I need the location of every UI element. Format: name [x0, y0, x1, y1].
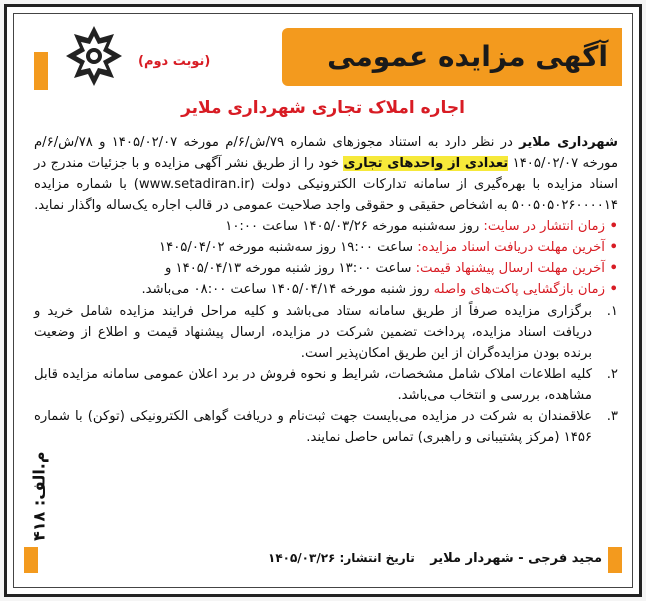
notice-body — [34, 132, 618, 448]
schedule-label: زمان انتشار در سایت: — [483, 219, 605, 234]
notice-frame — [4, 4, 642, 597]
schedule-label: آخرین مهلت دریافت اسناد مزایده: — [417, 240, 605, 255]
intro-text-1: در نظر دارد به استناد مجوزهای شماره ۷۹/ش/۶/م مورخه ۱۴۰۵/۰۲/۰۷ و ۷۸/ش/۶/م مورخه ۱۴۰۵/۰۲/۰۷ — [34, 135, 619, 171]
schedule-item: • زمان انتشار در سایت: روز سه‌شنبه مورخه ۱۴۰۵/۰۳/۲۶ ساعت ۱۰:۰۰ — [225, 219, 618, 234]
publication-date: تاریخ انتشار: ۱۴۰۵/۰۳/۲۶ — [268, 551, 415, 565]
signer-name: مجید فرجی - شهردار ملایر — [430, 551, 602, 566]
list-item-text: کلیه اطلاعات املاک شامل مشخصات، شرایط و نحوه فروش در برد اعلان عمومی سامانه مزایده قابل مشاهده، بررسی و انتخاب می‌باشد. — [34, 367, 592, 403]
schedule-item: • زمان بازگشایی پاکت‌های واصله روز شنبه مورخه ۱۴۰۵/۰۴/۱۴ ساعت ۰۸:۰۰ می‌باشد. — [141, 282, 618, 297]
schedule-value: روز شنبه مورخه ۱۴۰۵/۰۴/۱۴ ساعت ۰۸:۰۰ می‌باشد. — [141, 282, 434, 297]
list-item-number: ۲. — [606, 367, 618, 382]
list-item-number: ۳. — [606, 409, 618, 424]
footer-left-stripe — [24, 547, 38, 573]
malayer-municipality-emblem-icon — [64, 24, 124, 88]
intro-paragraph — [34, 132, 618, 216]
schedule-label: آخرین مهلت ارسال پیشنهاد قیمت: — [415, 261, 605, 276]
header-title-bar — [282, 28, 622, 86]
notice-footer — [24, 541, 622, 575]
notice-header — [24, 24, 622, 88]
notice-inner-border — [13, 13, 633, 588]
schedule-value: ساعت ۱۹:۰۰ روز سه‌شنبه مورخه ۱۴۰۵/۰۴/۰۲ — [159, 240, 418, 255]
list-item — [34, 301, 618, 364]
schedule-label: زمان بازگشایی پاکت‌های واصله — [433, 282, 605, 297]
page-title: آگهی مزایده عمومی — [327, 40, 608, 73]
schedule-item: • آخرین مهلت ارسال پیشنهاد قیمت: ساعت ۱۳:۰۰ روز شنبه مورخه ۱۴۰۵/۰۴/۱۳ و — [164, 261, 618, 276]
list-item — [34, 364, 618, 406]
notice-subtitle: اجاره املاک تجاری شهرداری ملایر — [181, 98, 465, 118]
list-item-text: علاقمندان به شرکت در مزایده می‌بایست جهت ثبت‌نام و دریافت گواهی الکترونیکی (توکن) با شماره ۱۴۵۶ (مرکز پشتیبانی و راهبری) تماس حاصل نمایند. — [34, 409, 592, 445]
org-name: شهرداری ملایر — [519, 135, 618, 150]
round-label: (نوبت دوم) — [138, 54, 211, 69]
ad-reference-code: م.الف: ۴۱۸ — [29, 451, 49, 542]
list-item — [34, 406, 618, 448]
intro-highlight: تعدادی از واحدهای تجاری — [343, 156, 509, 171]
conditions-list — [34, 301, 618, 448]
schedule-value: روز سه‌شنبه مورخه ۱۴۰۵/۰۳/۲۶ ساعت ۱۰:۰۰ — [225, 219, 484, 234]
intro-text-2: خود را از طریق نشر آگهی مزایده و با جزئیات مندرج در اسناد مزایده با بهره‌گیری از سامانه تدارکات الکترونیکی دولت (www.setadiran.ir) با شماره مزایده ۵۰۰۵۰۵۰۲۶۰۰۰۰۱۴ به اشخاص حقیقی و حقوقی واجد صلاحیت عمومی در قالب اجاره یک‌ساله واگذار نماید. — [34, 156, 618, 213]
header-left-stripe — [34, 52, 48, 90]
schedule-value: ساعت ۱۳:۰۰ روز شنبه مورخه ۱۴۰۵/۰۴/۱۳ و — [164, 261, 416, 276]
list-item-number: ۱. — [606, 304, 618, 319]
footer-right-stripe — [608, 547, 622, 573]
schedule-item: • آخرین مهلت دریافت اسناد مزایده: ساعت ۱۹:۰۰ روز سه‌شنبه مورخه ۱۴۰۵/۰۴/۰۲ — [159, 240, 618, 255]
list-item-text: برگزاری مزایده صرفاً از طریق سامانه ستاد می‌باشد و کلیه مراحل فرایند مزایده شامل خرید و دریافت اسناد مزایده، پرداخت تضمین شرکت در مزایده، ارسال پیشنهاد قیمت و اطلاع از وضعیت برنده بودن مزایده‌گران از این طریق امکان‌پذیر است. — [34, 304, 592, 361]
